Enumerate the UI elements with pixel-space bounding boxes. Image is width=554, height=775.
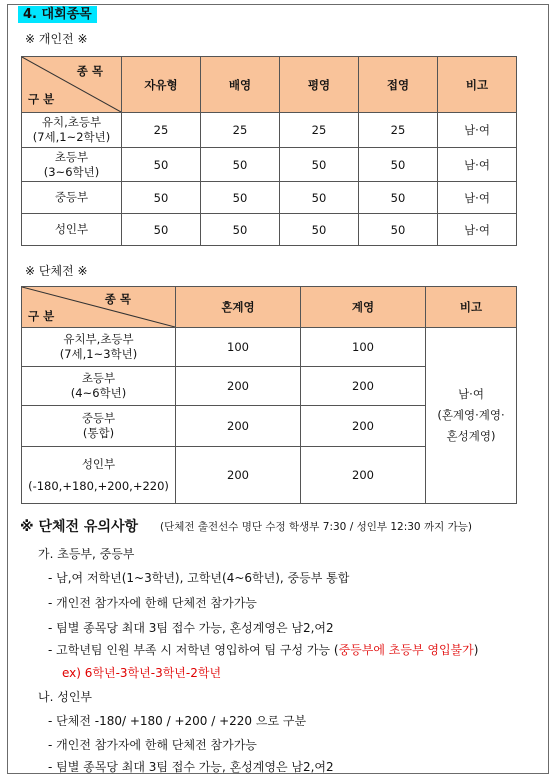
restriction-note: 중등부에 초등부 영입불가 xyxy=(338,643,474,657)
table-row xyxy=(22,182,517,214)
example-line: ex) 6학년-3학년-3학년-2학년 xyxy=(62,666,222,680)
cell: 50 xyxy=(359,214,438,246)
cell: 200 xyxy=(301,447,426,504)
table-row xyxy=(22,113,517,148)
col-header: 계영 xyxy=(301,287,426,328)
cell: 50 xyxy=(201,214,280,246)
cell: 200 xyxy=(176,367,301,406)
cell: 50 xyxy=(280,182,359,214)
col-header: 비고 xyxy=(426,287,517,328)
cell: 50 xyxy=(359,182,438,214)
note-item: - 팀별 종목당 최대 3팀 접수 가능, 혼성계영은 남2,여2 xyxy=(48,621,334,635)
col-header: 평영 xyxy=(280,57,359,113)
corner-bottom-label: 구 분 xyxy=(28,309,55,323)
notes-title: ※ 단체전 유의사항 xyxy=(20,519,139,535)
corner-top-label: 종 목 xyxy=(104,292,131,306)
notes-title-detail: (단체전 출전선수 명단 수정 학생부 7:30 / 성인부 12:30 까지 가능) xyxy=(160,521,472,533)
individual-corner-cell xyxy=(22,57,122,113)
table-row xyxy=(22,214,517,246)
cell: 남·여 xyxy=(438,148,517,182)
cell: 25 xyxy=(122,113,201,148)
row-label: 초등부 (3~6학년) xyxy=(22,148,122,182)
cell: 25 xyxy=(280,113,359,148)
cell: 200 xyxy=(176,447,301,504)
row-label: 성인부 (-180,+180,+200,+220) xyxy=(22,447,176,504)
cell: 50 xyxy=(201,182,280,214)
section-title: 4. 대회종목 xyxy=(18,6,97,23)
individual-heading: ※ 개인전 ※ xyxy=(25,32,88,46)
cell: 25 xyxy=(201,113,280,148)
cell: 200 xyxy=(301,367,426,406)
team-corner-cell xyxy=(22,287,176,328)
cell: 50 xyxy=(122,182,201,214)
row-label: 초등부 (4~6학년) xyxy=(22,367,176,406)
cell: 200 xyxy=(176,406,301,447)
cell: 100 xyxy=(176,328,301,367)
team-table xyxy=(21,286,517,504)
cell: 50 xyxy=(122,214,201,246)
col-header: 배영 xyxy=(201,57,280,113)
cell: 25 xyxy=(359,113,438,148)
note-item: - 개인전 참가자에 한해 단체전 참가가능 xyxy=(48,596,257,610)
group-b-heading: 나. 성인부 xyxy=(38,690,92,704)
row-label: 중등부 xyxy=(22,182,122,214)
row-label: 중등부 (통합) xyxy=(22,406,176,447)
cell: 50 xyxy=(280,214,359,246)
cell: 50 xyxy=(280,148,359,182)
cell: 남·여 xyxy=(438,182,517,214)
note-item: - 단체전 -180/ +180 / +200 / +220 으로 구분 xyxy=(48,714,307,728)
cell: 50 xyxy=(122,148,201,182)
cell: 50 xyxy=(201,148,280,182)
cell: 100 xyxy=(301,328,426,367)
corner-bottom-label: 구 분 xyxy=(28,92,55,106)
note-item: - 개인전 참가자에 한해 단체전 참가가능 xyxy=(48,738,257,752)
col-header: 혼계영 xyxy=(176,287,301,328)
note-item: - 남,여 저학년(1~3학년), 고학년(4~6학년), 중등부 통합 xyxy=(48,571,350,585)
cell: 50 xyxy=(359,148,438,182)
group-a-heading: 가. 초등부, 중등부 xyxy=(38,547,135,561)
cell: 200 xyxy=(301,406,426,447)
row-label: 유치,초등부 (7세,1~2학년) xyxy=(22,113,122,148)
team-heading: ※ 단체전 ※ xyxy=(25,264,88,278)
cell: 남·여 xyxy=(438,113,517,148)
col-header: 자유형 xyxy=(122,57,201,113)
note-item: - 팀별 종목당 최대 3팀 접수 가능, 혼성계영은 남2,여2 xyxy=(48,760,334,774)
col-header: 비고 xyxy=(438,57,517,113)
individual-table xyxy=(21,56,517,246)
col-header: 접영 xyxy=(359,57,438,113)
note-item: - 고학년팀 인원 부족 시 저학년 영입하여 팀 구성 가능 (중등부에 초등부 영입불가) xyxy=(48,643,479,657)
cell: 남·여 xyxy=(438,214,517,246)
table-row xyxy=(22,328,517,367)
remark-cell: 남·여 (혼계영·계영· 혼성계영) xyxy=(426,328,517,504)
row-label: 성인부 xyxy=(22,214,122,246)
table-row xyxy=(22,148,517,182)
corner-top-label: 종 목 xyxy=(76,64,103,78)
row-label: 유치부,초등부 (7세,1~3학년) xyxy=(22,328,176,367)
